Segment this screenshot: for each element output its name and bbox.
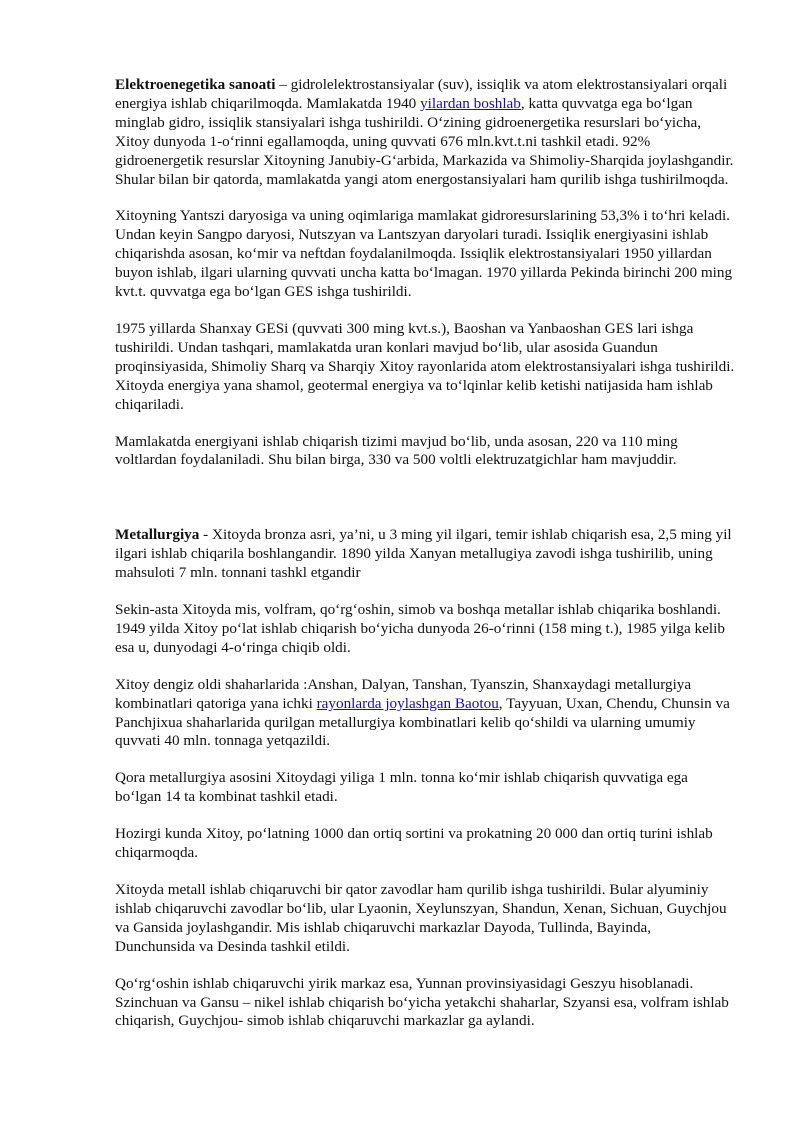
metal-link-baotou[interactable]: rayonlarda joylashgan Baotou (316, 694, 499, 712)
metal-paragraph-7: Qo‘rg‘oshin ishlab chiqaruvchi yirik markaz esa, Yunnan provinsiyasidagi Geszyu hisoblanadi. Szinchuan va Gansu – nikel ishlab chiqarish bo‘yicha yetakchi shaharlar, Szyansi esa, volfram ishlab chiqarish, Guychjou- simob ishlab chiqaruvchi markazlar ga aylandi. (115, 974, 729, 1030)
metal-paragraph-2: Sekin-asta Xitoyda mis, volfram, qo‘rg‘oshin, simob va boshqa metallar ishlab chiqarika boshlandi. 1949 yilda Xitoy po‘lat ishlab chiqarish bo‘yicha dunyoda 26-o‘rinni (158 ming t.), 1985 yilga kelib esa u, dunyodagi 4-o‘ringa chiqib oldi. (115, 601, 725, 656)
energy-paragraph-4: Mamlakatda energiyani ishlab chiqarish tizimi mavjud bo‘lib, unda asosan, 220 va 110 ming voltlardan foydalaniladi. Shu bilan birga, 330 va 500 voltli elektruzatgichlar ham mavjuddir. (115, 432, 678, 469)
energy-p1-text-a: – gidrolelektrostansiyalar (suv), issiqlik va atom elektrostansiyalari orqali energiya ishlab chiqarilmoqda. Mamlakatda 1940 (115, 76, 728, 112)
energy-paragraph-1 (115, 76, 735, 189)
energy-heading: Elektroenegetika sanoati (115, 76, 276, 93)
metal-heading: Metallurgiya (115, 526, 200, 544)
metal-paragraph-1 (115, 526, 735, 583)
metal-paragraph-5: Hozirgi kunda Xitoy, po‘latning 1000 dan ortiq sortini va prokatning 20 000 dan ortiq turini ishlab chiqarmoqda. (115, 825, 713, 862)
document-page (115, 76, 735, 1031)
metal-paragraph-4: Qora metallurgiya asosini Xitoydagi yiliga 1 mln. tonna ko‘mir ishlab chiqarish quvvatiga ega bo‘lgan 14 ta kombinat tashkil etadi. (115, 769, 688, 806)
energy-paragraph-3: 1975 yillarda Shanxay GESi (quvvati 300 ming kvt.s.), Baoshan va Yanbaoshan GES lari ishga tushirildi. Undan tashqari, mamlakatda uran konlari mavjud bo‘lib, ular asosida Guandun proqinsiyasida, Shimoliy Sharq va Sharqiy Xitoy rayonlarida atom elektrostansiyalari ishga tushirildi. Xitoyda energiya yana shamol, geotermal energiya va to‘lqinlar kelib ketishi natijasida ham ishlab chiqariladi. (115, 319, 735, 413)
energy-paragraph-2: Xitoyning Yantszi daryosiga va uning oqimlariga mamlakat gidroresurslarining 53,3% i to‘hri keladi. Undan keyin Sangpo daryosi, Nutszyan va Lantszyan daryolari turadi. Issiqlik energiyasini ishlab chiqarishda asosan, ko‘mir va neftdan foydalanilmoqda. Issiqlik elektrostansiyalari 1950 yillardan buyon ishlab, ilgari ularning quvvati uncha katta bo‘lmagan. 1970 yillarda Pekinda birinchi 200 ming kvt.t. quvvatga ega bo‘lgan GES ishga tushirildi. (115, 207, 733, 301)
metal-p3-text-b: , Tayyuan, Uxan, Chendu, Chunsin va Panchjixua shaharlarida qurilgan metallurgiya kombinatlari kelib qo‘shildi va ularning umumiy quvvati 40 mln. tonnaga yetqazildi. (115, 694, 730, 750)
metal-p3-text-a: Xitoy dengiz oldi shaharlarida :Anshan, Dalyan, Tanshan, Tyanszin, Shanxaydagi metallurgiya kombinatlari qatoriga yana ichki (115, 675, 692, 712)
energy-p1-text-b: , katta quvvatga ega bo‘lgan minglab gidro, issiqlik stansiyalari ishga tushirildi. O‘zining gidroenergetika resurslari bo‘yicha, Xitoy dunyoda 1-o‘rinni egallamoqda, uning quvvati 676 mln.kvt.t.ni tashkil etadi. 92% gidroenergetik resurslar Xitoyning Janubiy-G‘arbida, Markazida va Shimoliy-Sharqida joylashgandir. Shular bilan bir qatorda, mamlakatda yangi atom energostansiyalari ham qurilib ishga tushirilmoqda. (115, 94, 734, 188)
metal-paragraph-6: Xitoyda metall ishlab chiqaruvchi bir qator zavodlar ham qurilib ishga tushirildi. Bular alyuminiy ishlab chiqaruvchi zavodlar bo‘lib, ular Lyaonin, Xeylunszyan, Shandun, Xenan, Sichuan, Guychjou va Gansida joylashgandir. Mis ishlab chiqaruvchi markazlar Dayoda, Tullinda, Bayinda, Dunchunsida va Desinda tashkil etildi. (115, 881, 727, 955)
metal-p1-text: - Xitoyda bronza asri, ya’ni, u 3 ming yil ilgari, temir ishlab chiqarish esa, 2,5 ming yil ilgari ishlab chiqarila boshlangandir. 1890 yilda Xanyan metallugiya zavodi ishga tushirilib, uning mahsuloti 7 mln. tonnani tashkl etgandir (115, 526, 732, 582)
metal-paragraph-3 (115, 676, 735, 752)
energy-link-1940[interactable]: yilardan boshlab (420, 94, 521, 112)
